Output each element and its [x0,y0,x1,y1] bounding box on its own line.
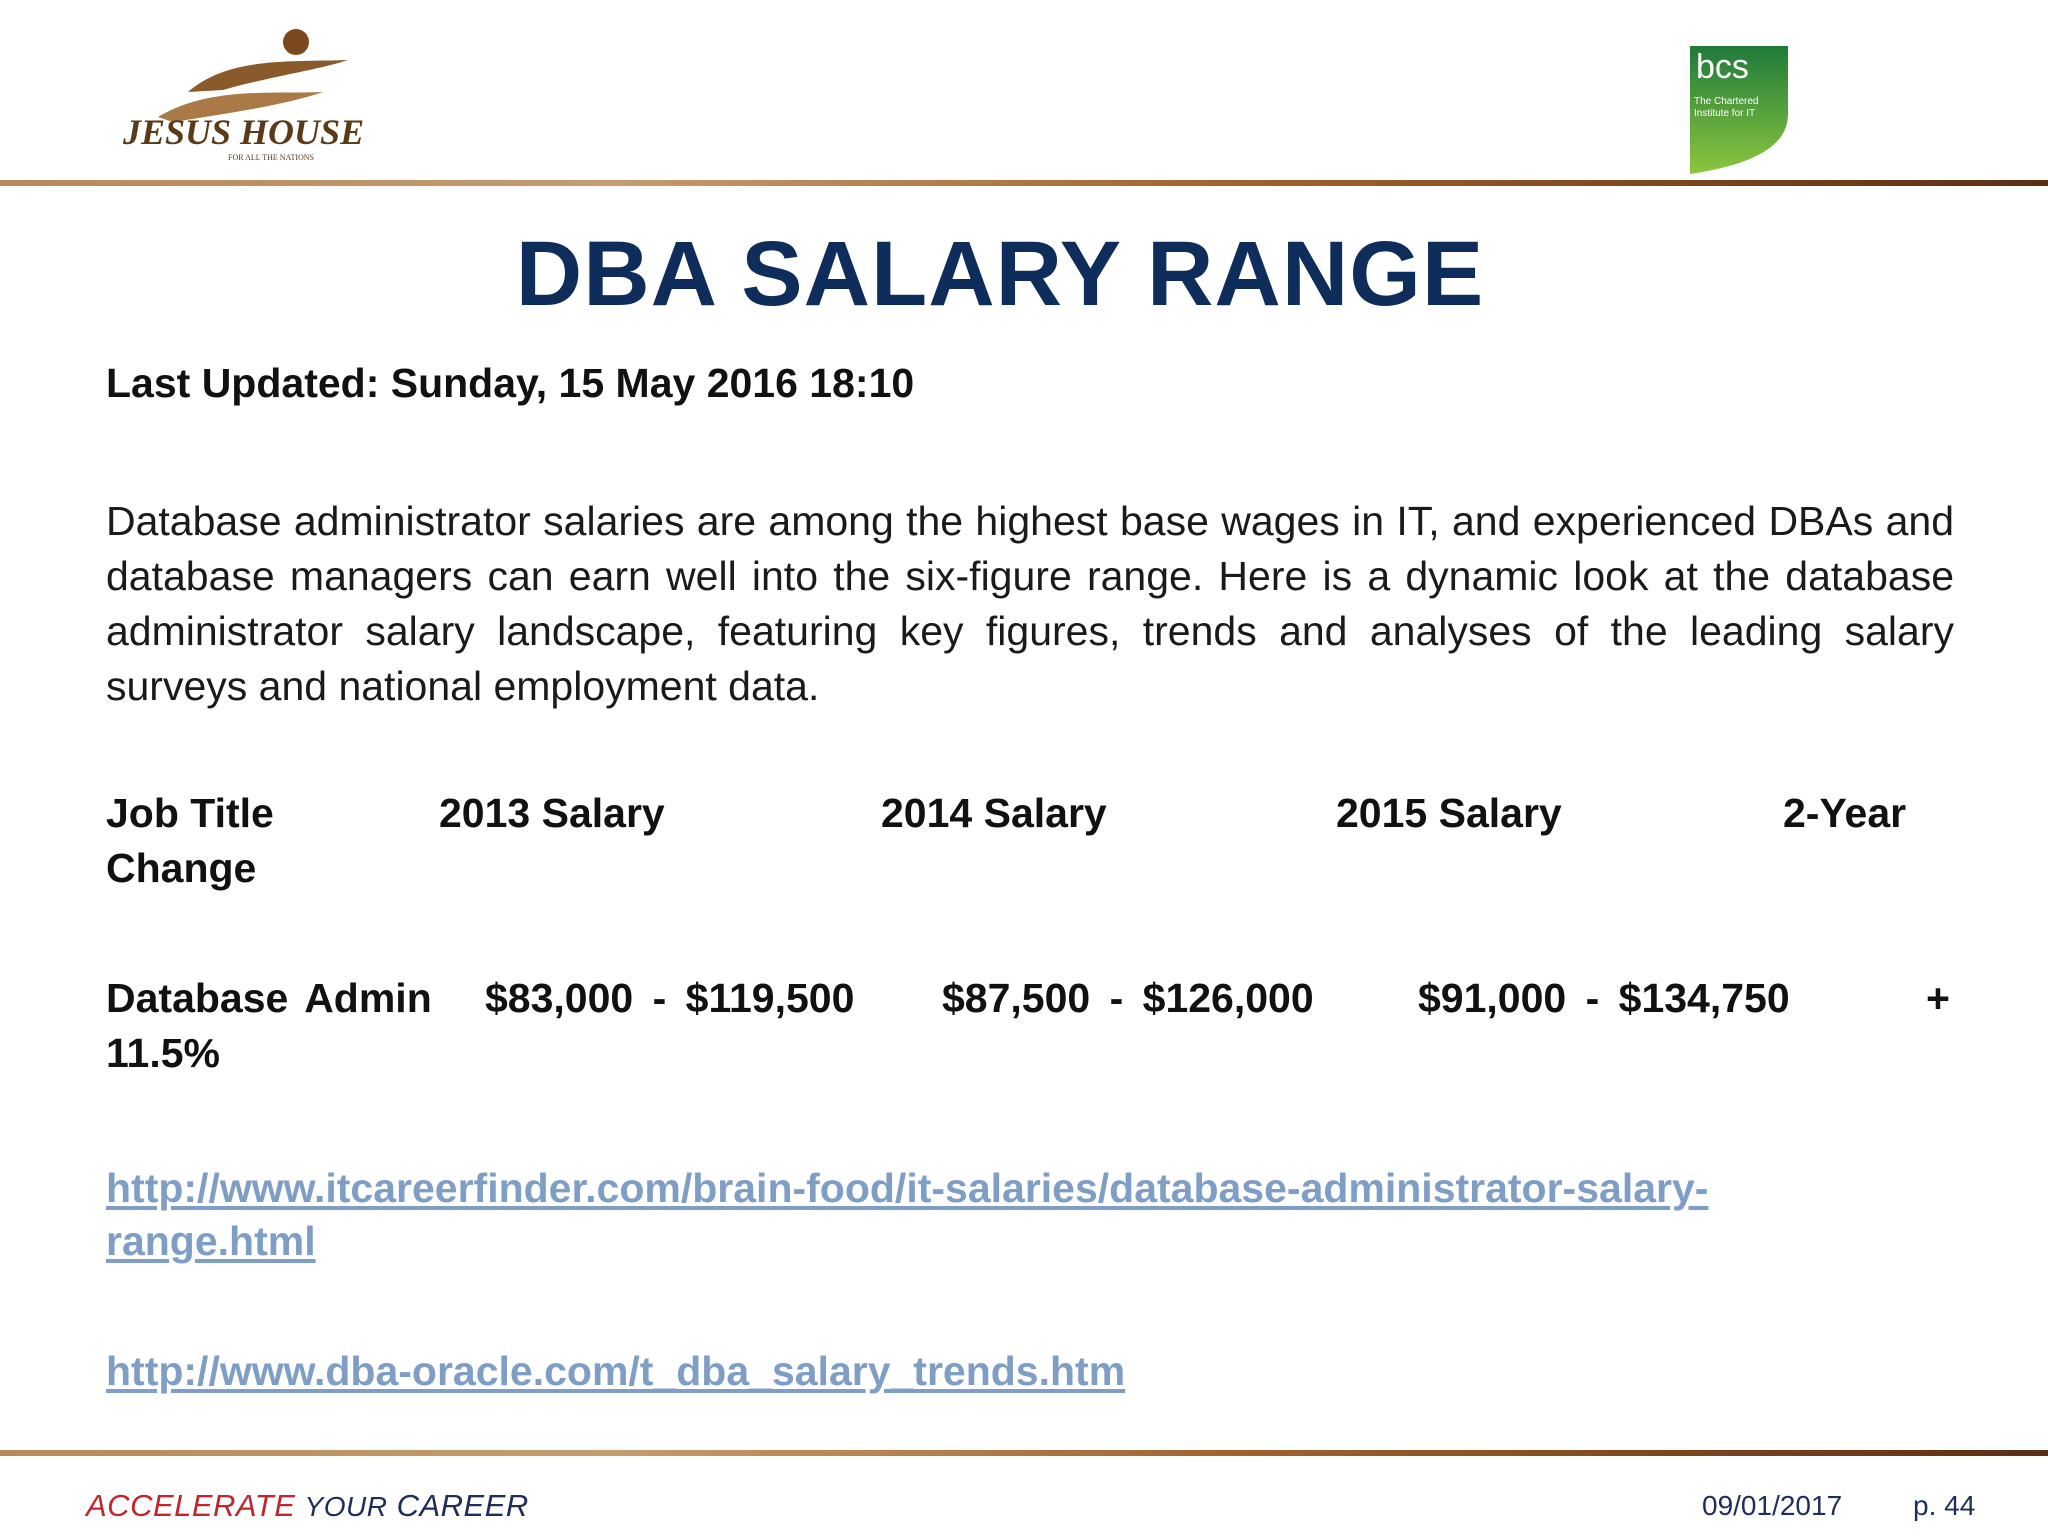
header-divider [0,180,2048,186]
bcs-logo [1688,44,1790,176]
cell-2014-salary: $87,500 - $126,000 [942,975,1314,1021]
svg-text:FOR ALL THE NATIONS: FOR ALL THE NATIONS [228,153,315,162]
svg-text:bcs: bcs [1696,48,1749,86]
footer-tagline [86,1488,529,1524]
cell-2013-salary: $83,000 - $119,500 [485,975,855,1021]
tagline-career: CAREER [396,1488,529,1523]
footer-date: 09/01/2017 [1702,1490,1843,1521]
bcs-shield-icon: bcs The Chartered Institute for IT [1688,44,1790,176]
footer-divider [0,1450,2048,1456]
cell-change-percent: 11.5% [106,1030,220,1076]
last-updated-text: Last Updated: Sunday, 15 May 2016 18:10 [106,360,915,406]
cell-2015-salary: $91,000 - $134,750 [1418,975,1790,1021]
header-job-title: Job Title [106,790,274,836]
header-two-year: 2-Year [1783,790,1907,836]
intro-paragraph: Database administrator salaries are among the highest base wages in IT, and experienced DBAs and database managers can earn well into the six-figure range. Here is a dynamic look at the database administrator salary landscape, featuring key figures, trends and analyses of the leading salary surveys and national employment data. [106,498,1954,709]
cell-job-title: Database Admin [106,975,432,1021]
jesus-house-emblem-icon [118,22,388,172]
jesus-house-logo [118,22,388,172]
tagline-your: YOUR [304,1491,388,1522]
header-2014-salary: 2014 Salary [881,790,1107,836]
slide-title: DBA SALARY RANGE [515,223,1485,325]
itcareerfinder-link[interactable]: http://www.itcareerfinder.com/brain-food/it-salaries/database-administrator-salary-range.html [106,1165,1709,1264]
tagline-accelerate: ACCELERATE [86,1488,296,1523]
dba-oracle-link[interactable]: http://www.dba-oracle.com/t_dba_salary_trends.htm [106,1348,1126,1394]
header-change: Change [106,845,257,891]
svg-text:JESUS HOUSE: JESUS HOUSE [123,112,365,152]
header-2015-salary: 2015 Salary [1336,790,1562,836]
cell-change-sign: + [1926,975,1950,1021]
header-2013-salary: 2013 Salary [439,790,665,836]
page-number: p. 44 [1913,1490,1976,1521]
